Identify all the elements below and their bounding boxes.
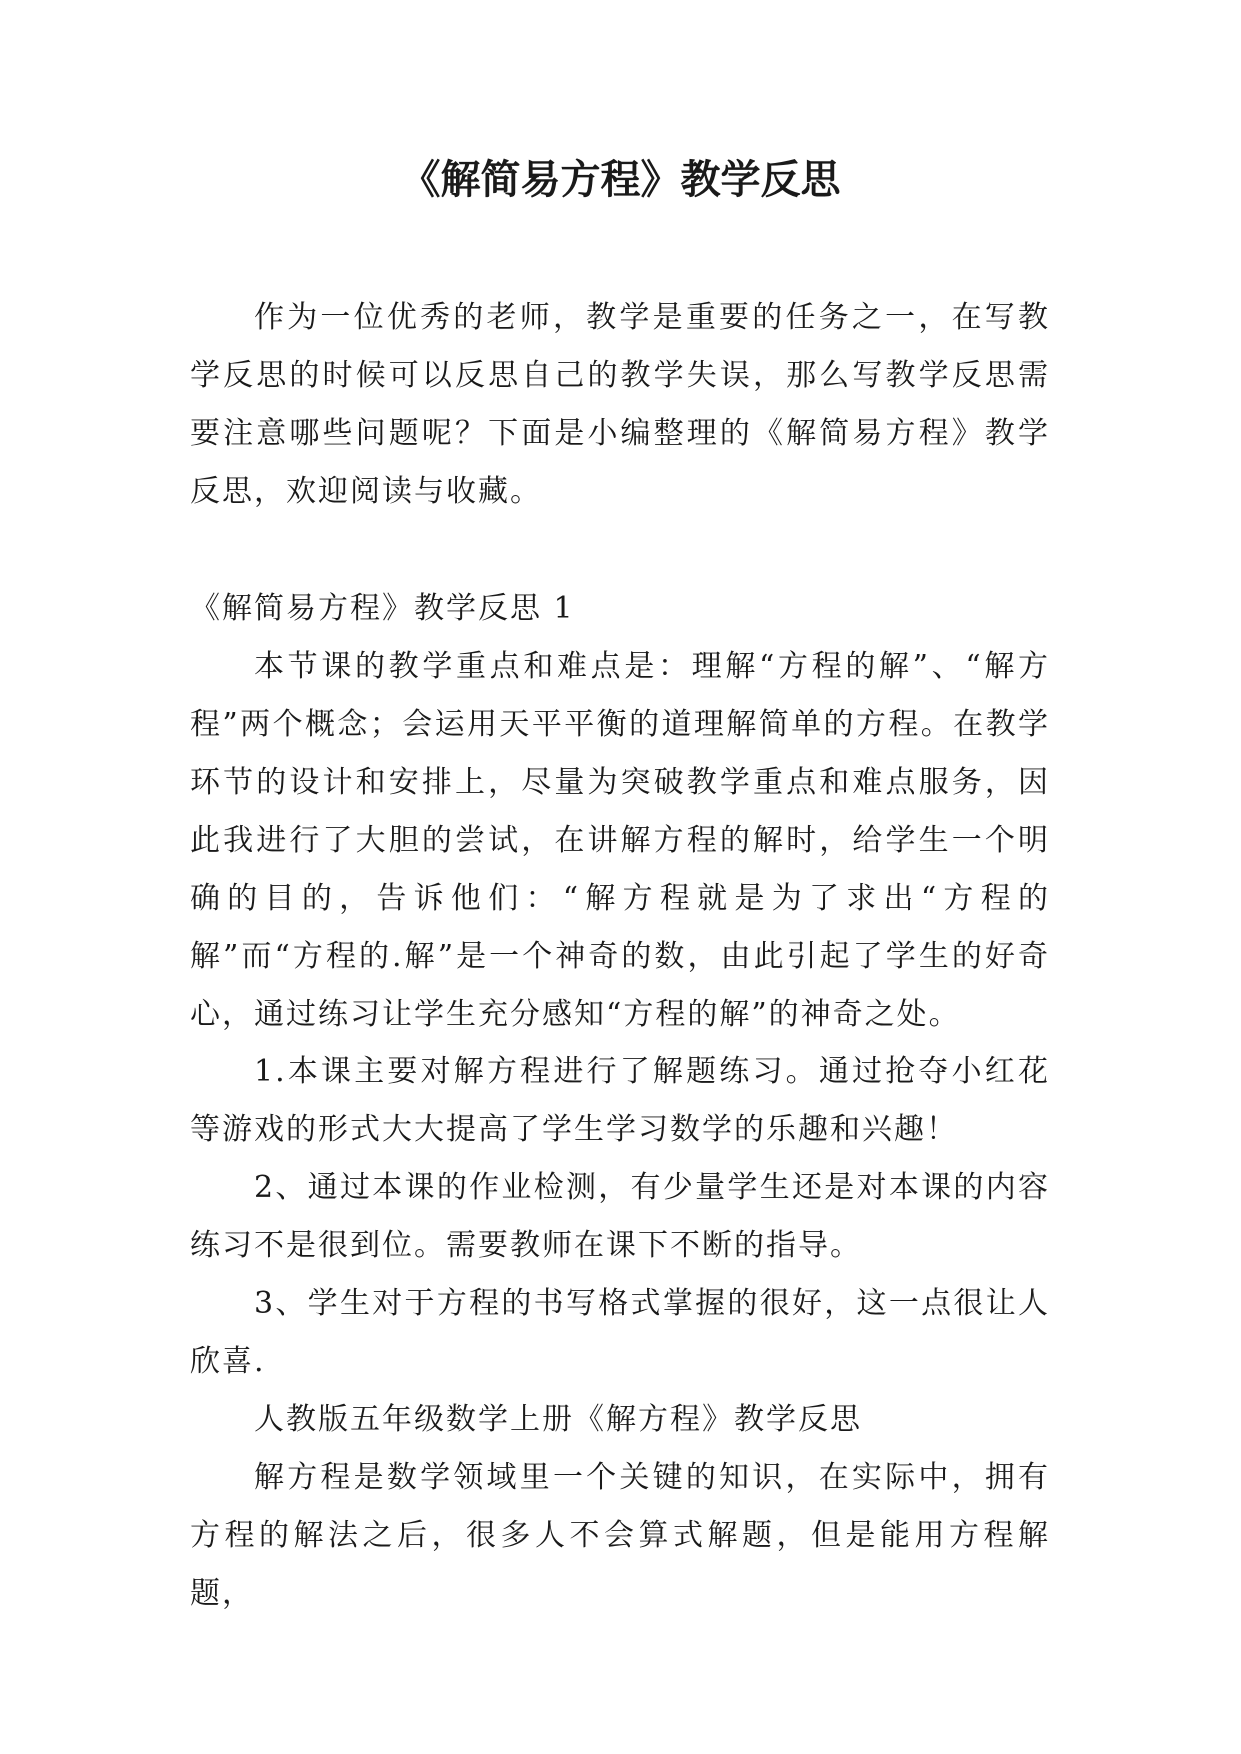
section-heading: 《解简易方程》教学反思 1: [190, 591, 575, 626]
body-paragraph-2: 1.本课主要对解方程进行了解题练习。通过抢夺小红花等游戏的形式大大提高了学生学习数学的乐趣和兴趣！: [190, 1054, 1050, 1147]
sub-heading: 人教版五年级数学上册《解方程》教学反思: [254, 1402, 862, 1437]
document-title: 《解简易方程》教学反思: [400, 156, 841, 203]
body-paragraph-3: 2、通过本课的作业检测，有少量学生还是对本课的内容练习不是很到位。需要教师在课下不断的指导。: [190, 1170, 1050, 1263]
intro-paragraph: 作为一位优秀的老师，教学是重要的任务之一，在写教学反思的时候可以反思自己的教学失误，那么写教学反思需要注意哪些问题呢？下面是小编整理的《解简易方程》教学反思，欢迎阅读与收藏。: [190, 300, 1050, 509]
body-paragraph-1: 本节课的教学重点和难点是：理解“方程的解”、“解方程”两个概念；会运用天平平衡的道理解简单的方程。在教学环节的设计和安排上，尽量为突破教学重点和难点服务，因此我进行了大胆的尝试，在讲解方程的解时，给学生一个明确的目的，告诉他们：“解方程就是为了求出“方程的解”而“方程的.解”是一个神奇的数，由此引起了学生的好奇心，通过练习让学生充分感知“方程的解”的神奇之处。: [190, 649, 1050, 1032]
body-paragraph-4: 3、学生对于方程的书写格式掌握的很好，这一点很让人欣喜.: [190, 1286, 1050, 1379]
body-paragraph-5: 解方程是数学领域里一个关键的知识，在实际中，拥有方程的解法之后，很多人不会算式解题，但是能用方程解题，: [190, 1460, 1050, 1611]
